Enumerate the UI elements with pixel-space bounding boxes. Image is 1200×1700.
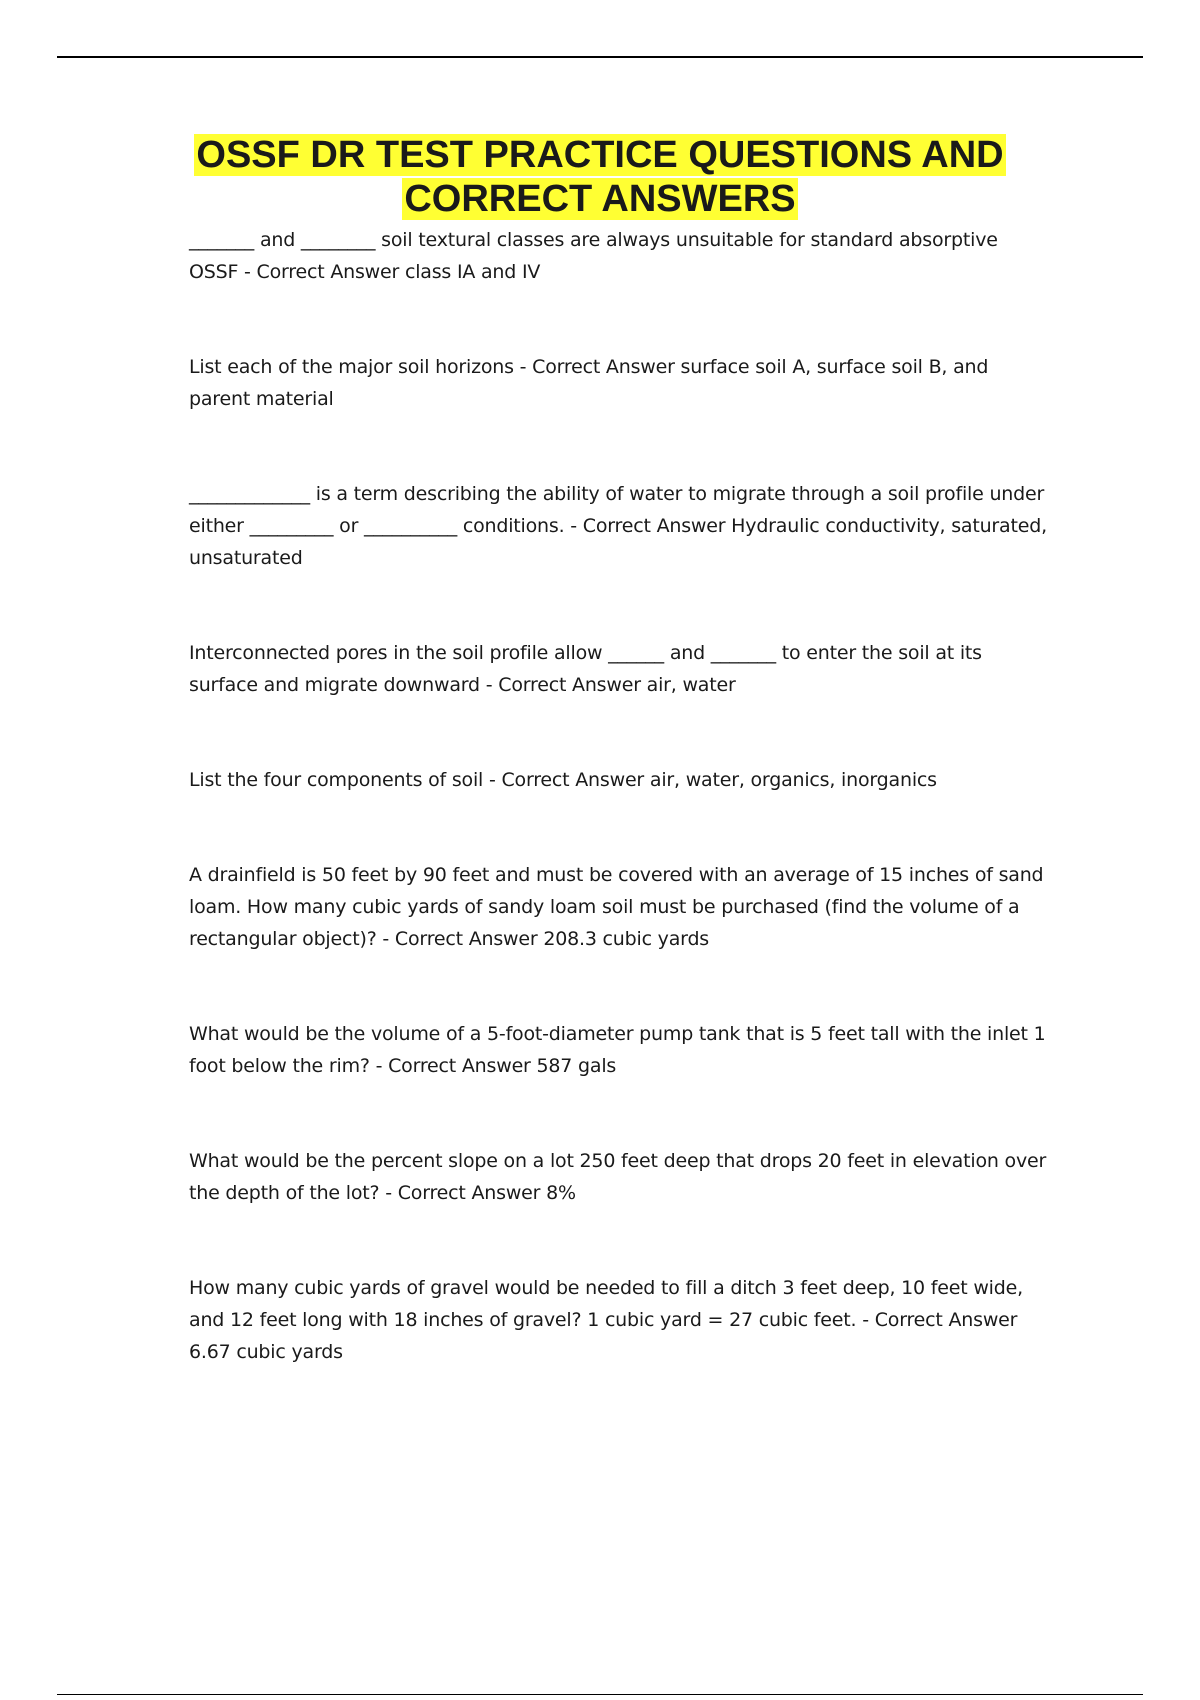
question-answer-list bbox=[189, 224, 1049, 1368]
qa-item-9: How many cubic yards of gravel would be needed to fill a ditch 3 feet deep, 10 feet wide, and 12 feet long with 18 inches of gravel? 1 cubic yard = 27 cubic feet. - Correct Answer 6.67 cubic yards bbox=[189, 1277, 1023, 1363]
footer-rule bbox=[57, 1694, 1143, 1695]
title-line-1: OSSF DR TEST PRACTICE QUESTIONS AND bbox=[196, 134, 1004, 176]
qa-item-5: List the four components of soil - Correct Answer air, water, organics, inorganics bbox=[189, 769, 937, 791]
page-title bbox=[160, 133, 1040, 221]
title-line-2: CORRECT ANSWERS bbox=[404, 178, 796, 220]
qa-item-6: A drainfield is 50 feet by 90 feet and must be covered with an average of 15 inches of sand loam. How many cubic yards of sandy loam soil must be purchased (find the volume of a rectangular object)? - Correct Answer 208.3 cubic yards bbox=[189, 864, 1044, 950]
qa-item-1: _______ and ________ soil textural classes are always unsuitable for standard absorptive OSSF - Correct Answer class IA and IV bbox=[189, 229, 998, 283]
qa-item-8: What would be the percent slope on a lot 250 feet deep that drops 20 feet in elevation over the depth of the lot? - Correct Answer 8% bbox=[189, 1150, 1047, 1204]
qa-item-4: Interconnected pores in the soil profile allow ______ and _______ to enter the soil at its surface and migrate downward - Correct Answer air, water bbox=[189, 642, 982, 696]
qa-item-3: _____________ is a term describing the ability of water to migrate through a soil profile under either _________ or __________ conditions. - Correct Answer Hydraulic conductivity, saturated, unsaturated bbox=[189, 483, 1047, 569]
header-rule bbox=[57, 56, 1143, 58]
qa-item-2: List each of the major soil horizons - Correct Answer surface soil A, surface soil B, and parent material bbox=[189, 356, 989, 410]
qa-item-7: What would be the volume of a 5-foot-diameter pump tank that is 5 feet tall with the inlet 1 foot below the rim? - Correct Answer 587 gals bbox=[189, 1023, 1046, 1077]
